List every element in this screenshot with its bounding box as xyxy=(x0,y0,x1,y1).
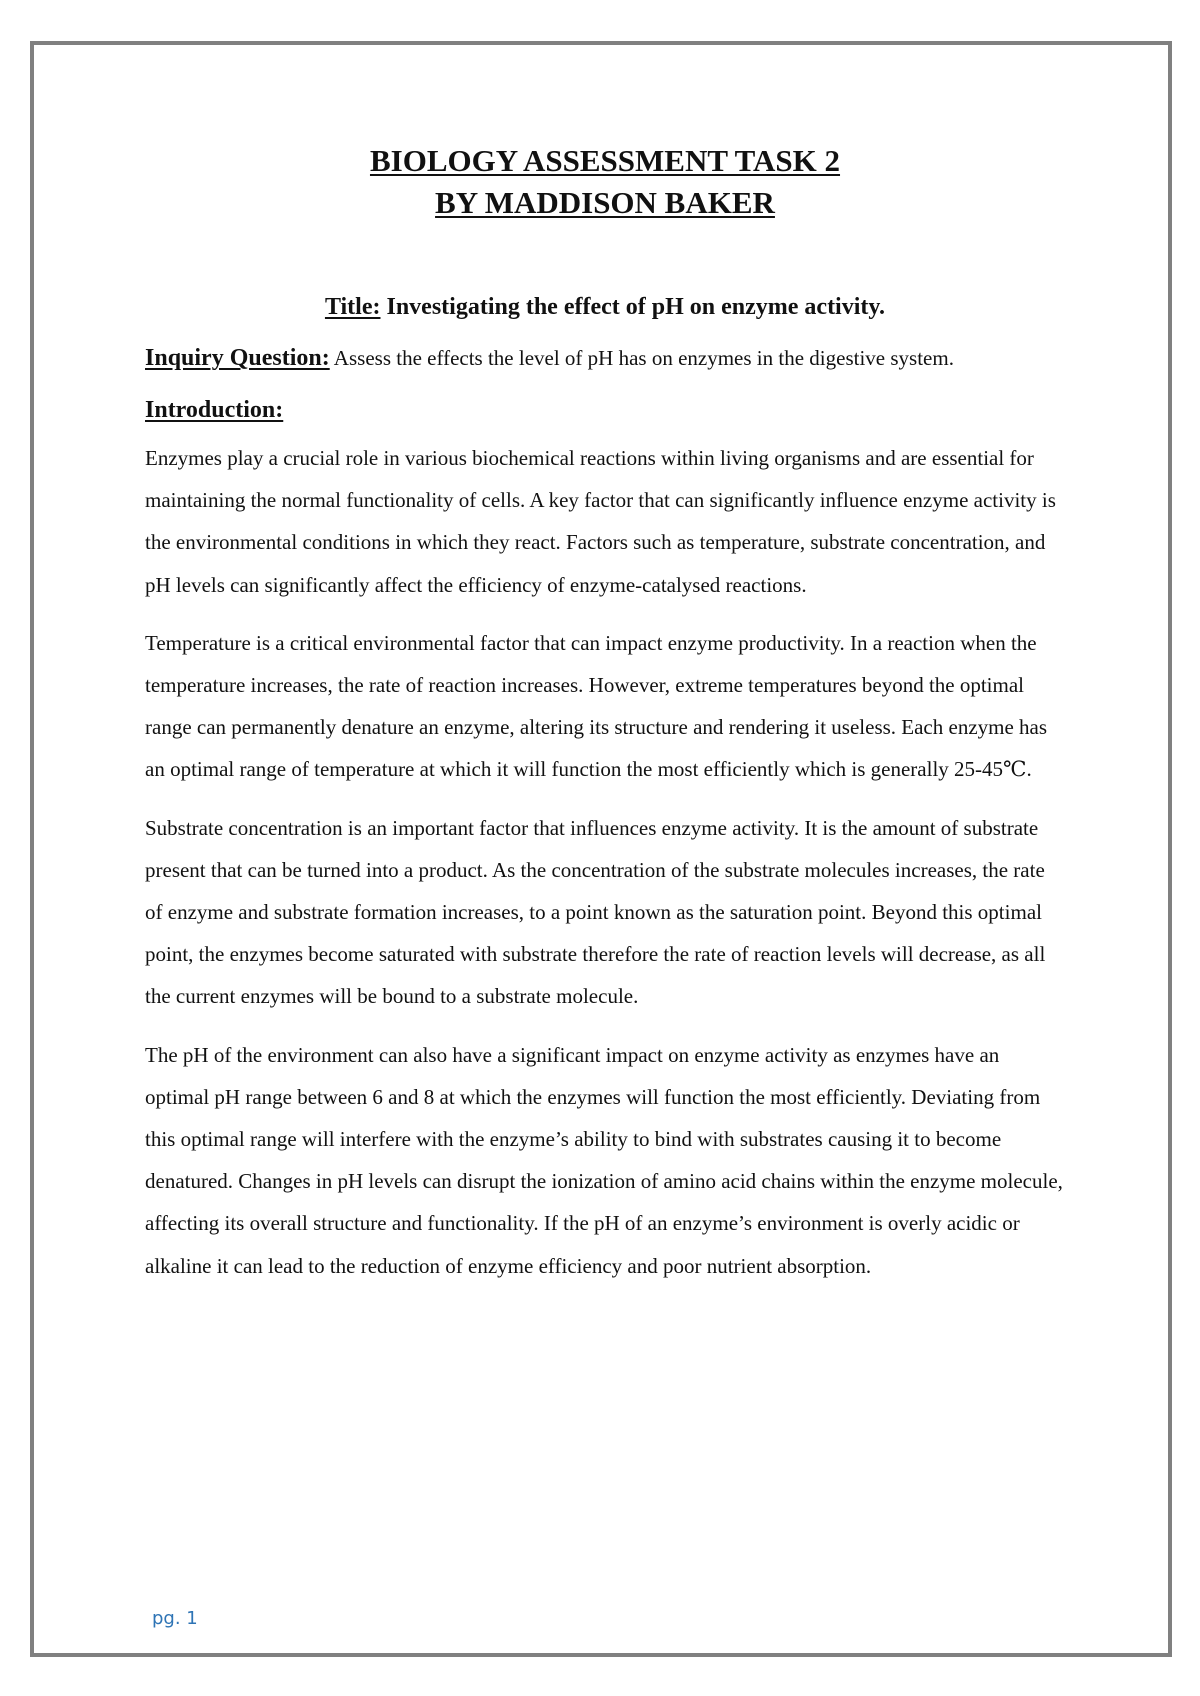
inquiry-question xyxy=(145,342,1065,375)
inquiry-question-text: Assess the effects the level of pH has on enzymes in the digestive system. xyxy=(329,346,954,370)
report-title-text: Investigating the effect of pH on enzyme activity. xyxy=(380,294,886,320)
inquiry-question-label: Inquiry Question: xyxy=(145,345,330,371)
paragraph-substrate: Substrate concentration is an important factor that influences enzyme activity. It is the amount of substrate present that can be turned into a product. As the concentration of the substrate molecules increases, the rate of enzyme and substrate formation increases, to a point known as the saturation point. Beyond this optimal point, the enzymes become saturated with substrate therefore the rate of reaction levels will decrease, as all the current enzymes will be bound to a substrate molecule. xyxy=(145,815,1046,1009)
report-title-label: Title: xyxy=(324,294,381,320)
page-number: pg. 1 xyxy=(152,1608,198,1629)
paragraph-enzymes: Enzymes play a crucial role in various biochemical reactions within living organisms and are essential for maintaining the normal functionality of cells. A key factor that can significantly influence enzyme activity is the environmental conditions in which they react. Factors such as temperature, substrate concentration, and pH levels can significantly affect the efficiency of enzyme-catalysed reactions. xyxy=(145,446,1056,597)
paragraph-ph: The pH of the environment can also have a significant impact on enzyme activity as enzymes have an optimal pH range between 6 and 8 at which the enzymes will function the most efficiently. Deviating from this optimal range will interfere with the enzyme’s ability to bind with substrates causing it to become denatured. Changes in pH levels can disrupt the ionization of amino acid chains within the enzyme molecule, affecting its overall structure and functionality. If the pH of an enzyme’s environment is overly acidic or alkaline it can lead to the reduction of enzyme efficiency and poor nutrient absorption. xyxy=(145,1042,1063,1278)
report-title xyxy=(145,292,1065,322)
introduction-heading xyxy=(145,393,1065,427)
title-line-1: BIOLOGY ASSESSMENT TASK 2 xyxy=(369,143,841,178)
title-line-2: BY MADDISON BAKER xyxy=(435,185,775,220)
introduction-heading-label: Introduction: xyxy=(145,397,284,423)
paragraph-temperature: Temperature is a critical environmental factor that can impact enzyme productivity. In a reaction when the temperature increases, the rate of reaction increases. However, extreme temperatures beyond the optimal range can permanently denature an enzyme, altering its structure and rendering it useless. Each enzyme has an optimal range of temperature at which it will function the most efficiently which is generally 25-45℃. xyxy=(145,630,1048,782)
document-body xyxy=(145,140,1065,1287)
document-title xyxy=(145,140,1065,224)
